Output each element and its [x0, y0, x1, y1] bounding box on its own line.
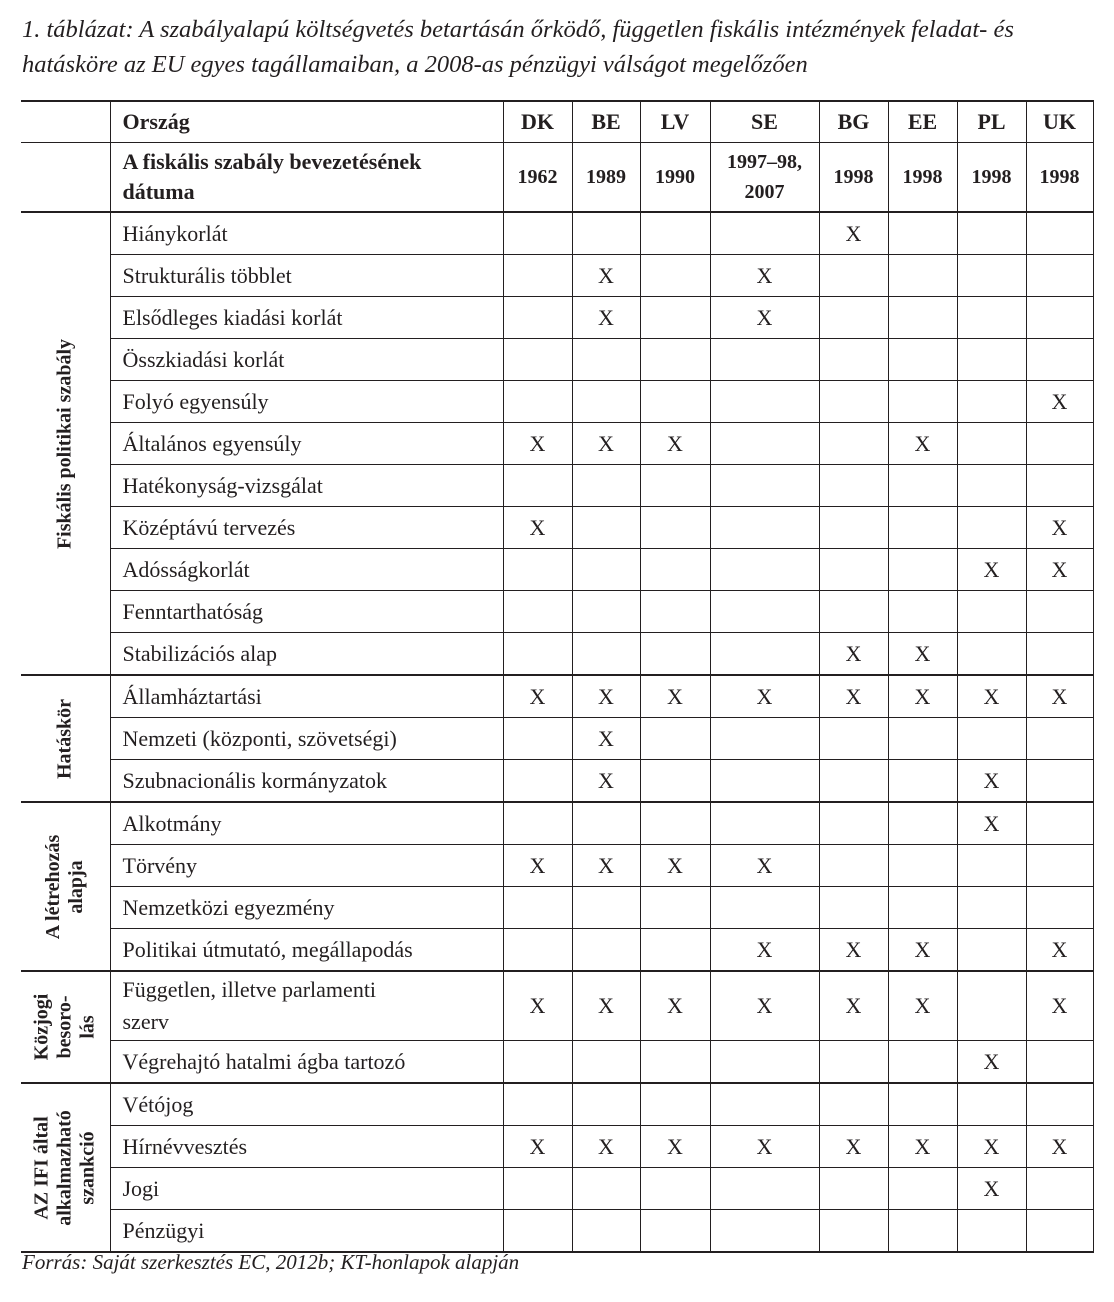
group-label: Hatáskör: [21, 675, 110, 802]
mark-cell: [640, 760, 710, 803]
row-label: Pénzügyi: [110, 1210, 503, 1253]
mark-cell: [503, 212, 572, 255]
mark-cell: [819, 549, 888, 591]
mark-cell: [1026, 845, 1093, 887]
mark-cell: [503, 591, 572, 633]
table-row: [21, 591, 1093, 633]
mark-cell: X: [819, 633, 888, 676]
mark-cell: [819, 507, 888, 549]
mark-cell: [640, 212, 710, 255]
table-row: [21, 802, 1093, 845]
mark-cell: X: [572, 423, 640, 465]
mark-cell: [710, 465, 819, 507]
mark-cell: [957, 465, 1026, 507]
table-row: [21, 1083, 1093, 1126]
mark-cell: [503, 465, 572, 507]
country-code: PL: [957, 101, 1026, 143]
mark-cell: X: [957, 675, 1026, 718]
mark-cell: X: [572, 1126, 640, 1168]
mark-cell: X: [572, 675, 640, 718]
mark-cell: X: [572, 718, 640, 760]
country-header-row: [21, 101, 1093, 143]
mark-cell: [710, 1168, 819, 1210]
mark-cell: [640, 255, 710, 297]
row-label: Hiánykorlát: [110, 212, 503, 255]
row-label: Stabilizációs alap: [110, 633, 503, 676]
mark-cell: X: [957, 549, 1026, 591]
mark-cell: [1026, 423, 1093, 465]
mark-cell: [1026, 465, 1093, 507]
mark-cell: X: [957, 1126, 1026, 1168]
mark-cell: [572, 507, 640, 549]
mark-cell: X: [710, 297, 819, 339]
mark-cell: [819, 887, 888, 929]
row-label: Alkotmány: [110, 802, 503, 845]
row-label: Végrehajtó hatalmi ágba tartozó: [110, 1041, 503, 1084]
mark-cell: [888, 845, 957, 887]
mark-cell: [640, 339, 710, 381]
fiscal-institutions-table: [21, 100, 1094, 1253]
mark-cell: [503, 887, 572, 929]
mark-cell: [572, 929, 640, 972]
mark-cell: [1026, 591, 1093, 633]
mark-cell: [957, 845, 1026, 887]
mark-cell: [1026, 1041, 1093, 1084]
rule-date: 1989: [572, 143, 640, 213]
mark-cell: X: [819, 1126, 888, 1168]
table-row: [21, 297, 1093, 339]
mark-cell: X: [957, 1041, 1026, 1084]
mark-cell: [888, 297, 957, 339]
table-body: [21, 212, 1093, 1252]
mark-cell: X: [640, 675, 710, 718]
mark-cell: [503, 1168, 572, 1210]
row-label: Nemzeti (központi, szövetségi): [110, 718, 503, 760]
mark-cell: [819, 718, 888, 760]
table-row: [21, 760, 1093, 803]
mark-cell: [710, 718, 819, 760]
mark-cell: X: [888, 929, 957, 972]
mark-cell: [888, 255, 957, 297]
mark-cell: [640, 465, 710, 507]
mark-cell: X: [572, 845, 640, 887]
row-label: Jogi: [110, 1168, 503, 1210]
date-header-row: [21, 143, 1093, 213]
mark-cell: [819, 802, 888, 845]
mark-cell: [572, 381, 640, 423]
mark-cell: [957, 929, 1026, 972]
mark-cell: X: [1026, 507, 1093, 549]
mark-cell: [572, 633, 640, 676]
mark-cell: [888, 1083, 957, 1126]
mark-cell: [888, 381, 957, 423]
mark-cell: [640, 929, 710, 972]
mark-cell: [572, 465, 640, 507]
row-label: Általános egyensúly: [110, 423, 503, 465]
mark-cell: [710, 1041, 819, 1084]
table-row: [21, 718, 1093, 760]
mark-cell: [640, 381, 710, 423]
mark-cell: X: [710, 845, 819, 887]
mark-cell: [710, 1210, 819, 1253]
mark-cell: [640, 887, 710, 929]
mark-cell: [1026, 297, 1093, 339]
row-label: Középtávú tervezés: [110, 507, 503, 549]
mark-cell: [710, 760, 819, 803]
mark-cell: [819, 255, 888, 297]
country-code: BE: [572, 101, 640, 143]
mark-cell: [1026, 633, 1093, 676]
table-row: [21, 887, 1093, 929]
rule-date: 1998: [957, 143, 1026, 213]
mark-cell: [640, 1083, 710, 1126]
mark-cell: X: [710, 255, 819, 297]
mark-cell: X: [572, 971, 640, 1041]
mark-cell: X: [503, 845, 572, 887]
mark-cell: X: [957, 760, 1026, 803]
mark-cell: [819, 339, 888, 381]
mark-cell: [957, 633, 1026, 676]
mark-cell: [572, 212, 640, 255]
mark-cell: X: [640, 1126, 710, 1168]
table-row: [21, 423, 1093, 465]
rule-date: 1998: [888, 143, 957, 213]
mark-cell: X: [503, 971, 572, 1041]
row-label: Politikai útmutató, megállapodás: [110, 929, 503, 972]
mark-cell: [957, 718, 1026, 760]
mark-cell: [710, 423, 819, 465]
table-row: [21, 381, 1093, 423]
mark-cell: X: [888, 423, 957, 465]
mark-cell: [640, 633, 710, 676]
rule-date: 1962: [503, 143, 572, 213]
group-label: AZ IFI által alkalmazható szankció: [21, 1083, 110, 1252]
row-label: Hatékonyság-vizsgálat: [110, 465, 503, 507]
mark-cell: [503, 1041, 572, 1084]
mark-cell: X: [888, 675, 957, 718]
mark-cell: X: [503, 1126, 572, 1168]
mark-cell: [503, 1210, 572, 1253]
mark-cell: [1026, 255, 1093, 297]
country-code: LV: [640, 101, 710, 143]
mark-cell: [888, 802, 957, 845]
mark-cell: [1026, 887, 1093, 929]
mark-cell: [819, 1210, 888, 1253]
mark-cell: X: [888, 633, 957, 676]
mark-cell: [572, 1168, 640, 1210]
mark-cell: [888, 718, 957, 760]
mark-cell: [572, 887, 640, 929]
mark-cell: X: [640, 845, 710, 887]
table-row: [21, 675, 1093, 718]
mark-cell: X: [1026, 929, 1093, 972]
table-row: [21, 633, 1093, 676]
mark-cell: [1026, 718, 1093, 760]
mark-cell: [888, 465, 957, 507]
row-label: Folyó egyensúly: [110, 381, 503, 423]
row-label: Elsődleges kiadási korlát: [110, 297, 503, 339]
mark-cell: [503, 633, 572, 676]
mark-cell: [888, 1168, 957, 1210]
mark-cell: [957, 381, 1026, 423]
table-row: [21, 1041, 1093, 1084]
mark-cell: [640, 1168, 710, 1210]
mark-cell: X: [572, 297, 640, 339]
mark-cell: [957, 1083, 1026, 1126]
mark-cell: [572, 339, 640, 381]
mark-cell: [640, 802, 710, 845]
mark-cell: [572, 549, 640, 591]
mark-cell: [819, 1041, 888, 1084]
mark-cell: [710, 549, 819, 591]
mark-cell: X: [1026, 675, 1093, 718]
group-label: A létrehozás alapja: [21, 802, 110, 971]
mark-cell: [710, 381, 819, 423]
mark-cell: X: [1026, 1126, 1093, 1168]
mark-cell: [503, 929, 572, 972]
mark-cell: [572, 1210, 640, 1253]
mark-cell: [888, 339, 957, 381]
mark-cell: [957, 339, 1026, 381]
table-row: [21, 549, 1093, 591]
country-code: DK: [503, 101, 572, 143]
mark-cell: [819, 465, 888, 507]
mark-cell: X: [572, 255, 640, 297]
mark-cell: [710, 633, 819, 676]
rule-date: 1997–98, 2007: [710, 143, 819, 213]
mark-cell: X: [819, 675, 888, 718]
mark-cell: [503, 381, 572, 423]
table-row: [21, 507, 1093, 549]
mark-cell: [710, 339, 819, 381]
country-code: EE: [888, 101, 957, 143]
mark-cell: X: [503, 507, 572, 549]
mark-cell: [710, 591, 819, 633]
mark-cell: [503, 760, 572, 803]
mark-cell: [957, 255, 1026, 297]
mark-cell: [710, 212, 819, 255]
row-label: Vétójog: [110, 1083, 503, 1126]
mark-cell: [819, 381, 888, 423]
country-code: BG: [819, 101, 888, 143]
mark-cell: [957, 1210, 1026, 1253]
mark-cell: [819, 845, 888, 887]
mark-cell: [640, 549, 710, 591]
mark-cell: X: [640, 423, 710, 465]
mark-cell: [572, 1083, 640, 1126]
mark-cell: X: [1026, 971, 1093, 1041]
row-label: Nemzetközi egyezmény: [110, 887, 503, 929]
row-label: Strukturális többlet: [110, 255, 503, 297]
mark-cell: [957, 297, 1026, 339]
mark-cell: [710, 802, 819, 845]
mark-cell: [819, 1083, 888, 1126]
table-row: [21, 971, 1093, 1041]
table-row: [21, 929, 1093, 972]
mark-cell: [957, 887, 1026, 929]
country-code: SE: [710, 101, 819, 143]
group-label: Fiskális politikai szabály: [21, 212, 110, 675]
row-label: Hírnévvesztés: [110, 1126, 503, 1168]
mark-cell: [640, 1210, 710, 1253]
row-label: Fenntarthatóság: [110, 591, 503, 633]
row-label: Független, illetve parlamenti szerv: [110, 971, 503, 1041]
mark-cell: [957, 971, 1026, 1041]
mark-cell: [503, 549, 572, 591]
table-row: [21, 1168, 1093, 1210]
mark-cell: X: [710, 929, 819, 972]
table-row: [21, 465, 1093, 507]
table-row: [21, 339, 1093, 381]
mark-cell: [888, 507, 957, 549]
table-row: [21, 845, 1093, 887]
mark-cell: [888, 760, 957, 803]
mark-cell: [1026, 1168, 1093, 1210]
mark-cell: [888, 212, 957, 255]
mark-cell: [888, 887, 957, 929]
mark-cell: X: [710, 675, 819, 718]
mark-cell: [640, 1041, 710, 1084]
mark-cell: X: [888, 1126, 957, 1168]
mark-cell: [710, 507, 819, 549]
row-label: Törvény: [110, 845, 503, 887]
mark-cell: [503, 718, 572, 760]
mark-cell: X: [888, 971, 957, 1041]
table-row: [21, 255, 1093, 297]
mark-cell: [957, 423, 1026, 465]
mark-cell: [819, 297, 888, 339]
mark-cell: [957, 507, 1026, 549]
mark-cell: [819, 423, 888, 465]
mark-cell: [888, 1041, 957, 1084]
row-label: Államháztartási: [110, 675, 503, 718]
mark-cell: X: [503, 675, 572, 718]
mark-cell: [888, 1210, 957, 1253]
country-label: Ország: [110, 101, 503, 143]
mark-cell: X: [957, 802, 1026, 845]
rule-date: 1998: [819, 143, 888, 213]
rule-date: 1998: [1026, 143, 1093, 213]
table-row: [21, 1210, 1093, 1253]
mark-cell: [1026, 339, 1093, 381]
mark-cell: X: [710, 971, 819, 1041]
mark-cell: [572, 591, 640, 633]
mark-cell: [819, 760, 888, 803]
mark-cell: [819, 1168, 888, 1210]
mark-cell: X: [503, 423, 572, 465]
table-row: [21, 212, 1093, 255]
mark-cell: [710, 1083, 819, 1126]
source-note: Forrás: Saját szerkesztés EC, 2012b; KT-honlapok alapján: [22, 1250, 520, 1274]
date-label: A fiskális szabály bevezetésének dátuma: [110, 143, 503, 213]
mark-cell: [572, 802, 640, 845]
mark-cell: [503, 339, 572, 381]
mark-cell: X: [819, 971, 888, 1041]
mark-cell: [957, 212, 1026, 255]
mark-cell: X: [819, 212, 888, 255]
mark-cell: [888, 591, 957, 633]
mark-cell: [819, 591, 888, 633]
table-caption: 1. táblázat: A szabályalapú költségvetés betartásán őrködő, független fiskális intézmények feladat- és hatásköre az EU egyes tagállamaiban, a 2008-as pénzügyi válságot megelőzően: [22, 16, 1014, 78]
mark-cell: X: [640, 971, 710, 1041]
mark-cell: [572, 1041, 640, 1084]
mark-cell: [1026, 212, 1093, 255]
row-label: Összkiadási korlát: [110, 339, 503, 381]
mark-cell: X: [1026, 381, 1093, 423]
mark-cell: [640, 507, 710, 549]
mark-cell: [503, 1083, 572, 1126]
mark-cell: [710, 887, 819, 929]
mark-cell: [503, 297, 572, 339]
mark-cell: [640, 297, 710, 339]
table-row: [21, 1126, 1093, 1168]
rule-date: 1990: [640, 143, 710, 213]
mark-cell: [1026, 760, 1093, 803]
mark-cell: [1026, 1083, 1093, 1126]
mark-cell: X: [1026, 549, 1093, 591]
mark-cell: [640, 718, 710, 760]
country-code: UK: [1026, 101, 1093, 143]
mark-cell: X: [957, 1168, 1026, 1210]
mark-cell: [1026, 802, 1093, 845]
mark-cell: [503, 802, 572, 845]
mark-cell: [1026, 1210, 1093, 1253]
group-label: Közjogi besoro- lás: [21, 971, 110, 1083]
mark-cell: [503, 255, 572, 297]
mark-cell: X: [710, 1126, 819, 1168]
mark-cell: X: [819, 929, 888, 972]
mark-cell: [640, 591, 710, 633]
mark-cell: [957, 591, 1026, 633]
row-label: Adósságkorlát: [110, 549, 503, 591]
row-label: Szubnacionális kormányzatok: [110, 760, 503, 803]
mark-cell: [888, 549, 957, 591]
mark-cell: X: [572, 760, 640, 803]
